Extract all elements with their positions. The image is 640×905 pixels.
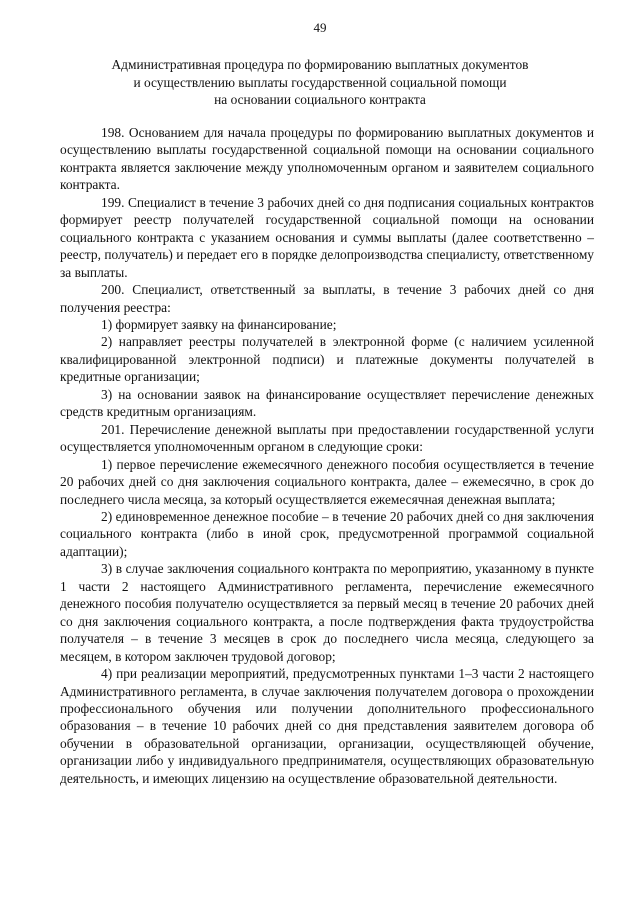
list-item-201-1: 1) первое перечисление ежемесячного денежного пособия осуществляется в течение 20 рабочих дней со дня заключения социального контракта, далее – ежемесячно, в срок до последнего числа месяца, за который осуществляется ежемесячная денежная выплата;	[60, 456, 594, 507]
heading-line: Административная процедура по формированию выплатных документов	[111, 57, 529, 72]
list-item-201-2: 2) единовременное денежное пособие – в течение 20 рабочих дней со дня заключения социального контракта (либо в иной срок, предусмотренной программой социальной адаптации);	[60, 508, 594, 559]
list-item-200-3: 3) на основании заявок на финансирование осуществляет перечисление денежных средств кредитным организациям.	[60, 386, 594, 420]
heading-line: на основании социального контракта	[214, 92, 426, 108]
page-number: 49	[313, 20, 327, 35]
list-item-200-2: 2) направляет реестры получателей в электронной форме (с наличием усиленной квалифицированной электронной подписи) и платежные документы получателей в кредитные организации;	[60, 334, 594, 385]
paragraph-200: 200. Специалист, ответственный за выплаты, в течение 3 рабочих дней со дня получения реестра:	[60, 282, 594, 315]
list-item-201-4: 4) при реализации мероприятий, предусмотренных пунктами 1–3 части 2 настоящего Административного регламента, в случае заключения получателем договора о прохождении профессионального обучения или получении дополнительного профессионального образования – в течение 10 рабочих дней со дня представления заявителем договора об обучении в образовательной организации, организации, осуществляющей обучение, организации либо у индивидуального предпринимателя, осуществляющих образовательную деятельность, и имеющих лицензию на осуществление образовательной деятельности.	[60, 666, 594, 786]
paragraph-201: 201. Перечисление денежной выплаты при предоставлении государственной услуги осуществляется уполномоченным органом в следующие сроки:	[60, 421, 594, 455]
list-item-200-1: 1) формирует заявку на финансирование;	[101, 316, 337, 332]
body-text	[60, 124, 594, 787]
paragraph-199: 199. Специалист в течение 3 рабочих дней со дня подписания социальных контрактов формирует реестр получателей государственной социальной помощи на основании социального контракта с указанием основания и суммы выплаты (далее соответственно – реестр, получатель) и передает его в порядке делопроизводства специалисту, ответственному за выплаты.	[60, 194, 594, 280]
heading-line: и осуществлению выплаты государственной социальной помощи	[133, 74, 507, 90]
section-heading	[60, 56, 580, 109]
paragraph-198: 198. Основанием для начала процедуры по формированию выплатных документов и осуществлению выплаты государственной социальной помощи на основании социального контракта является заключение между уполномоченным органом и заявителем социального контракта.	[60, 125, 594, 193]
list-item-201-3: 3) в случае заключения социального контракта по мероприятию, указанному в пункте 1 части 2 настоящего Административного регламента, перечисление ежемесячного денежного пособия получателю осуществляется за первый месяц в течение 20 рабочих дней со дня заключения социального контракта, а после подтверждения факта трудоустройства получателя – в течение 3 месяцев в срок до последнего числа месяца, следующего за месяцем, в котором заключен трудовой договор;	[60, 561, 594, 664]
